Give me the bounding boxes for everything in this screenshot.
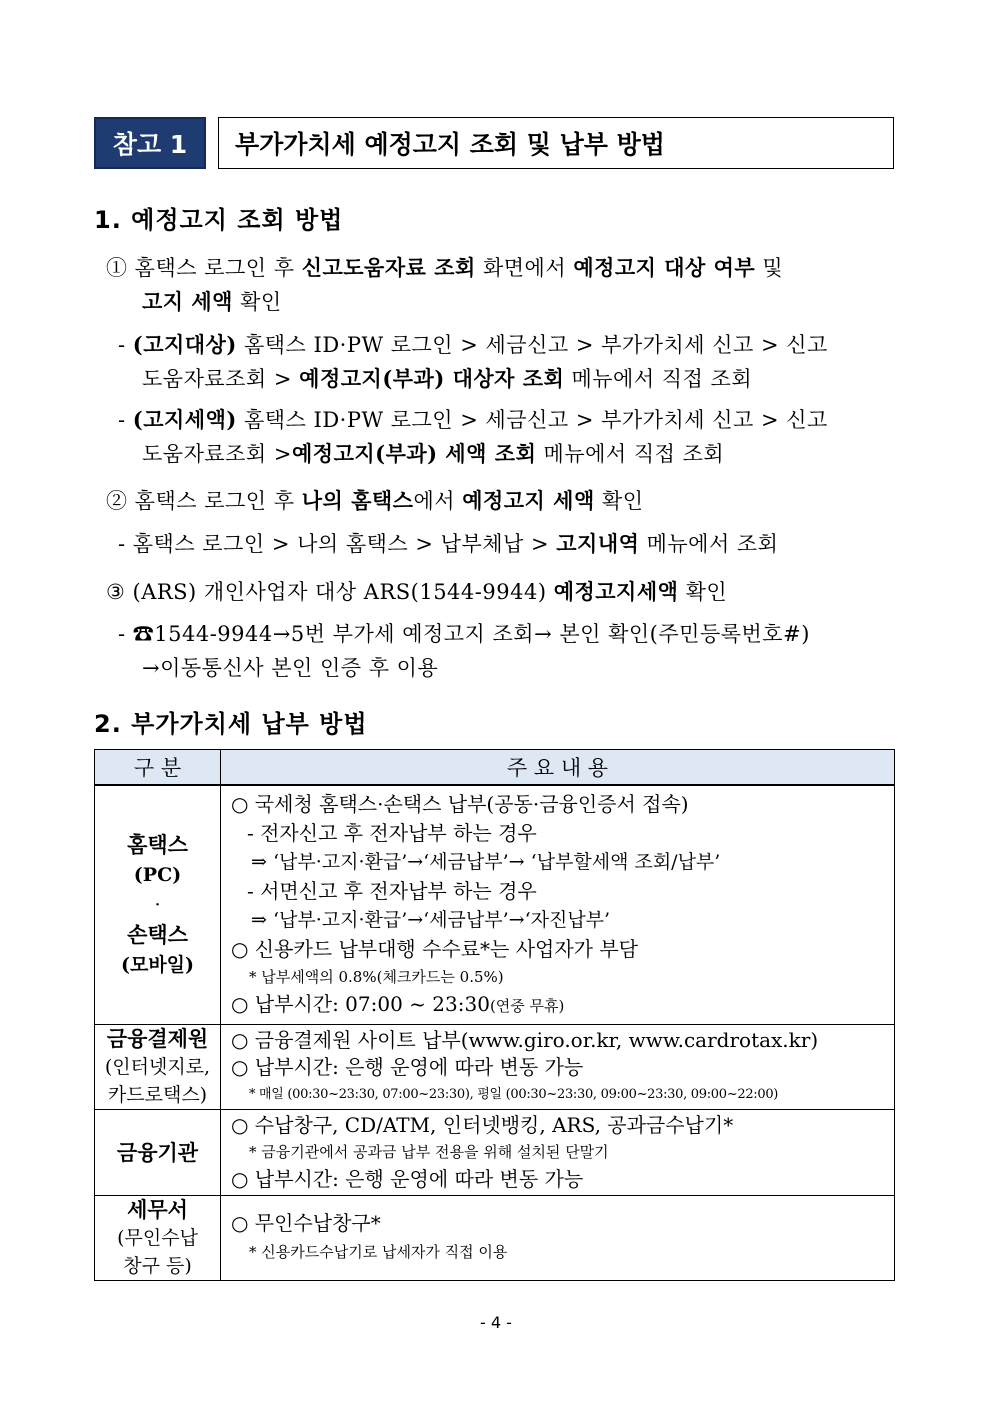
item3-line1: ③ (ARS) 개인사업자 대상 ARS(1544-9944) 예정고지세액 확인 [106,579,728,604]
section2-heading: 2. 부가가치세 납부 방법 [94,710,368,738]
table-row [95,1196,895,1281]
table-row [95,785,895,1025]
item1-line1: ① 홈택스 로그인 후 신고도움자료 조회 화면에서 예정고지 대상 여부 및 [106,255,784,280]
item1-sub1-line2: 도움자료조회 > 예정고지(부과) 대상자 조회 메뉴에서 직접 조회 [142,366,753,391]
row-content-hometax: ○ 국세청 홈택스·손택스 납부(공동·금융인증서 접속) - 전자신고 후 전자납부 하는 경우 ⇒ ‘납부·고지·환급’→‘세금납부’→ ‘납부할세액 조회/납부’ - 서면신고 후 전자납부 하는 경우 ⇒ ‘납부·고지·환급’→‘세금납부’→‘자진납부’ ○ 신용카드 납부대행 수수료*는 사업자가 부담 * 납부세액의 0.8%(체크카드는 0.5%) ○ 납부시간: 07:00 ~ 23:30(연중 무휴) [221,785,895,1025]
table-row [95,1110,895,1196]
section1-heading: 1. 예정고지 조회 방법 [94,206,344,234]
page-title: 부가가치세 예정고지 조회 및 납부 방법 [218,117,894,169]
page-number: - 4 - [480,1313,512,1332]
row-category-kftc: 금융결제원 (인터넷지로, 카드로택스) [95,1025,221,1110]
item3-sub1: - ☎1544-9944→5번 부가세 예정고지 조회→ 본인 확인(주민등록번호#) [118,622,810,646]
row-content-kftc: ○ 금융결제원 사이트 납부(www.giro.or.kr, www.cardrotax.kr) ○ 납부시간: 은행 운영에 따라 변동 가능 * 매일 (00:30~23:30, 07:00~23:30), 평일 (00:30~23:30, 09:00~23:30, 09:00~22:00) [221,1025,895,1110]
row-content-bank: ○ 수납창구, CD/ATM, 인터넷뱅킹, ARS, 공과금수납기* * 금융기관에서 공과금 납부 전용을 위해 설치된 단말기 ○ 납부시간: 은행 운영에 따라 변동 가능 [221,1110,895,1196]
item1-sub2-line2: 도움자료조회 >예정고지(부과) 세액 조회 메뉴에서 직접 조회 [142,441,725,466]
table-header-row [95,750,895,786]
table-row [95,1025,895,1110]
item2-line1: ② 홈택스 로그인 후 나의 홈택스에서 예정고지 세액 확인 [106,488,644,513]
row-category-hometax: 홈택스 (PC) · 손택스 (모바일) [95,785,221,1025]
payment-methods-table [94,749,895,1281]
header-category: 구 분 [95,750,221,786]
row-category-bank: 금융기관 [95,1110,221,1196]
header-content: 주 요 내 용 [221,750,895,786]
row-content-taxoffice: ○ 무인수납창구* * 신용카드수납기로 납세자가 직접 이용 [221,1196,895,1281]
item1-sub1-line1: - (고지대상) 홈택스 ID·PW 로그인 > 세금신고 > 부가가치세 신고 > 신고 [118,332,828,357]
item1-line2: 고지 세액 확인 [142,289,282,314]
item1-sub2-line1: - (고지세액) 홈택스 ID·PW 로그인 > 세금신고 > 부가가치세 신고 > 신고 [118,407,828,432]
row-category-taxoffice: 세무서 (무인수납 창구 등) [95,1196,221,1281]
reference-tag: 참고 1 [94,117,206,169]
item2-sub1: - 홈택스 로그인 > 나의 홈택스 > 납부체납 > 고지내역 메뉴에서 조회 [118,531,779,556]
item3-sub2: →이동통신사 본인 인증 후 이용 [142,656,439,680]
